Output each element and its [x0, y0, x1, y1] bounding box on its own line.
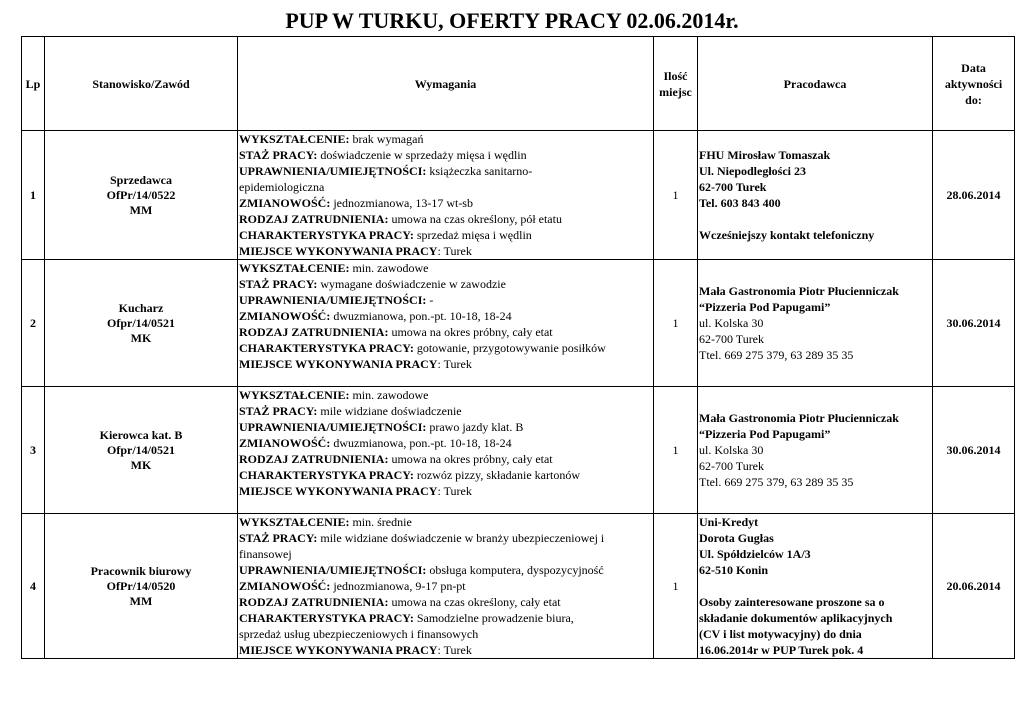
positions-count: 1 — [654, 260, 698, 387]
positions-count: 1 — [654, 131, 698, 260]
activity-date: 30.06.2014 — [933, 387, 1015, 514]
employer-cell: FHU Mirosław Tomaszak Ul. Niepodległości 23 62-700 Turek Tel. 603 843 400 Wcześniejszy kontakt telefoniczny — [698, 131, 933, 260]
row-number: 1 — [22, 131, 45, 260]
table-row — [22, 131, 1015, 260]
activity-date: 30.06.2014 — [933, 260, 1015, 387]
header-requirements: Wymagania — [238, 37, 654, 131]
table-row — [22, 260, 1015, 387]
requirements-cell: WYKSZTAŁCENIE: brak wymagań STAŻ PRACY: doświadczenie w sprzedaży mięsa i wędlin UPRAWNIENIA/UMIEJĘTNOŚCI: książeczka sanitarno- epidemiologiczna ZMIANOWOŚĆ: jednozmianowa, 13-17 wt-sb RODZAJ ZATRUDNIENIA: umowa na czas określony, pół etatu CHARAKTERYSTYKA PRACY: sprzedaż mięsa i wędlin MIEJSCE WYKONYWANIA PRACY: Turek — [238, 131, 654, 260]
header-date: Data aktywności do: — [933, 37, 1015, 131]
job-offers-table — [21, 36, 1015, 659]
activity-date: 28.06.2014 — [933, 131, 1015, 260]
positions-count: 1 — [654, 387, 698, 514]
table-row — [22, 514, 1015, 659]
position-cell: Sprzedawca OfPr/14/0522 MM — [45, 131, 238, 260]
employer-cell: Uni-Kredyt Dorota Gugłas Ul. Spółdzielców 1A/3 62-510 Konin Osoby zainteresowane proszone sa o składanie dokumentów aplikacyjnych (CV i list motywacyjny) do dnia 16.06.2014r w PUP Turek pok. 4 — [698, 514, 933, 659]
header-lp: Lp — [22, 37, 45, 131]
position-cell: Kucharz Ofpr/14/0521 MK — [45, 260, 238, 387]
header-position: Stanowisko/Zawód — [45, 37, 238, 131]
requirements-cell: WYKSZTAŁCENIE: min. średnie STAŻ PRACY: mile widziane doświadczenie w branży ubezpieczeniowej i finansowej UPRAWNIENIA/UMIEJĘTNOŚCI: obsługa komputera, dyspozycyjność ZMIANOWOŚĆ: jednozmianowa, 9-17 pn-pt RODZAJ ZATRUDNIENIA: umowa na czas określony, cały etat CHARAKTERYSTYKA PRACY: Samodzielne prowadzenie biura, sprzedaż usług ubezpieczeniowych i finansowych MIEJSCE WYKONYWANIA PRACY: Turek — [238, 514, 654, 659]
activity-date: 20.06.2014 — [933, 514, 1015, 659]
position-cell: Pracownik biurowy OfPr/14/0520 MM — [45, 514, 238, 659]
row-number: 3 — [22, 387, 45, 514]
header-employer: Pracodawca — [698, 37, 933, 131]
table-row — [22, 387, 1015, 514]
employer-cell: Mała Gastronomia Piotr Płucienniczak “Pizzeria Pod Papugami” ul. Kolska 30 62-700 Turek Ttel. 669 275 379, 63 289 35 35 — [698, 260, 933, 387]
requirements-cell: WYKSZTAŁCENIE: min. zawodowe STAŻ PRACY: wymagane doświadczenie w zawodzie UPRAWNIENIA/UMIEJĘTNOŚCI: - ZMIANOWOŚĆ: dwuzmianowa, pon.-pt. 10-18, 18-24 RODZAJ ZATRUDNIENIA: umowa na okres próbny, cały etat CHARAKTERYSTYKA PRACY: gotowanie, przygotowywanie posiłków MIEJSCE WYKONYWANIA PRACY: Turek — [238, 260, 654, 387]
requirements-cell: WYKSZTAŁCENIE: min. zawodowe STAŻ PRACY: mile widziane doświadczenie UPRAWNIENIA/UMIEJĘTNOŚCI: prawo jazdy klat. B ZMIANOWOŚĆ: dwuzmianowa, pon.-pt. 10-18, 18-24 RODZAJ ZATRUDNIENIA: umowa na okres próbny, cały etat CHARAKTERYSTYKA PRACY: rozwóz pizzy, składanie kartonów MIEJSCE WYKONYWANIA PRACY: Turek — [238, 387, 654, 514]
row-number: 4 — [22, 514, 45, 659]
positions-count: 1 — [654, 514, 698, 659]
table-header-row — [22, 37, 1015, 131]
page-title: PUP W TURKU, OFERTY PRACY 02.06.2014r. — [285, 8, 739, 33]
header-count: Ilość miejsc — [654, 37, 698, 131]
row-number: 2 — [22, 260, 45, 387]
employer-cell: Mała Gastronomia Piotr Płucienniczak “Pizzeria Pod Papugami” ul. Kolska 30 62-700 Turek Ttel. 669 275 379, 63 289 35 35 — [698, 387, 933, 514]
position-cell: Kierowca kat. B Ofpr/14/0521 MK — [45, 387, 238, 514]
